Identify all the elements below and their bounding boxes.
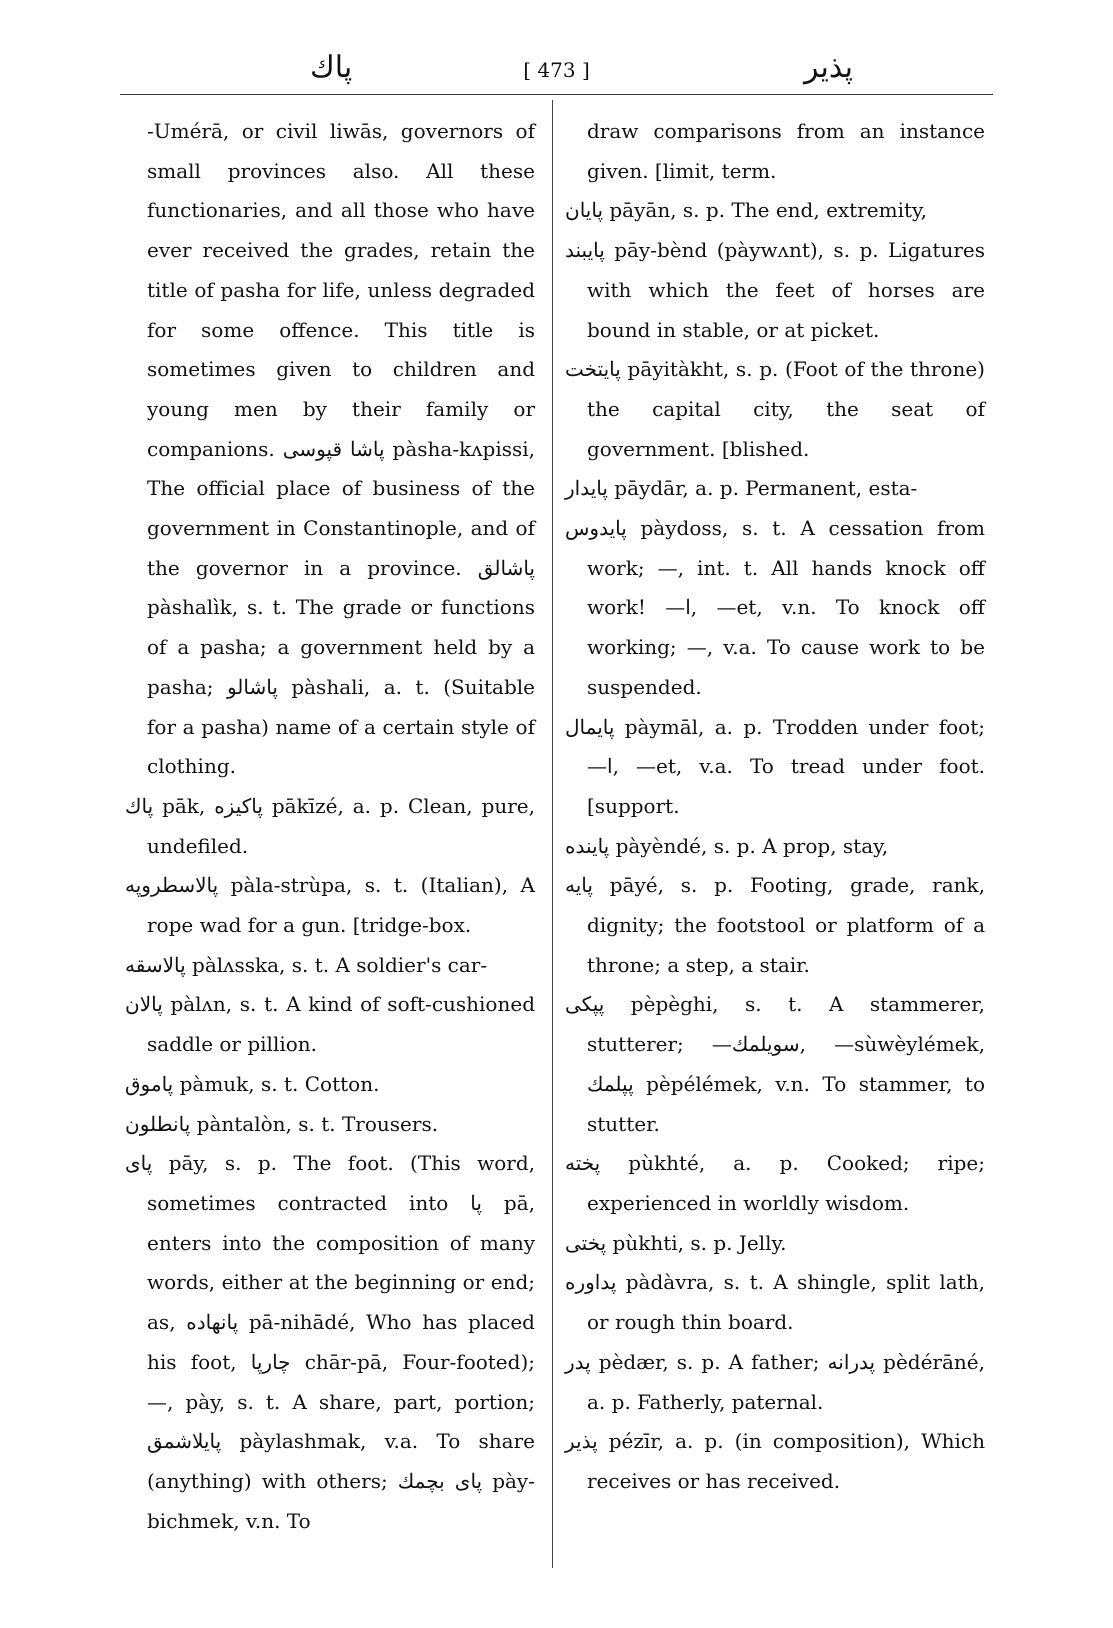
header-left-word: پاك <box>310 50 353 85</box>
page-number: [ 473 ] <box>523 58 590 82</box>
dictionary-entry: draw comparisons from an instance given. [limit, term. <box>587 119 985 183</box>
page-header <box>120 50 993 90</box>
dictionary-entry: پاینده pàyèndé, s. p. A prop, stay, <box>565 833 889 858</box>
dictionary-entry: پای pāy, s. p. The foot. (This word, sometimes contracted into پا pā, enters into the composition of many words, either at the beginning or end; as, پانهاده pā-nihādé, Who has placed his foot, چارپا chār-pā, Four-footed); —, pày, s. t. A share, part, portion; پایلاشمق pàylashmak, v.a. To share (anything) with others; پای بچمك pày-bichmek, v.n. To <box>125 1151 535 1533</box>
dictionary-entry: پالان pàlʌn, s. t. A kind of soft-cushioned saddle or pillion. <box>125 992 535 1057</box>
right-column <box>565 112 985 1502</box>
dictionary-entry: پایدار pāydār, a. p. Permanent, esta- <box>565 476 918 501</box>
dictionary-entry: پایه pāyé, s. p. Footing, grade, rank, dignity; the footstool or platform of a throne; a step, a stair. <box>565 873 985 977</box>
header-right-word: پذیر <box>804 50 853 85</box>
column-divider <box>552 100 553 1568</box>
dictionary-entry: پاك pāk, پاكیزه pākīzé, a. p. Clean, pure, undefiled. <box>125 793 536 858</box>
dictionary-entry: پپکی pèpèghi, s. t. A stammerer, stutterer; —سویلمك, —sùwèylémek, پپلمك pèpélémek, v.n. To stammer, to stutter. <box>565 992 985 1136</box>
dictionary-entry: پاموق pàmuk, s. t. Cotton. <box>125 1071 380 1096</box>
dictionary-entry: پالاسطروپه pàla-strùpa, s. t. (Italian), A rope wad for a gun. [tridge-box. <box>125 873 535 938</box>
dictionary-entry: پایتخت pāyitàkht, s. p. (Foot of the throne) the capital city, the seat of government. [blished. <box>565 357 985 461</box>
dictionary-entry: پایان pāyān, s. p. The end, extremity, <box>565 198 928 223</box>
dictionary-entry: پایبند pāy-bènd (pàywʌnt), s. p. Ligatures with which the feet of horses are bound in stable, or at picket. <box>565 238 985 342</box>
dictionary-entry: -Umérā, or civil liwās, governors of small provinces also. All these functionaries, and all those who have ever received the grades, retain the title of pasha for life, unless degraded for some offence. This title is sometimes given to children and young men by their family or companions. پاشا قپوسی pàsha-kʌpissi, The official place of business of the government in Constantinople, and of the governor in a province. پاشالق pàshalìk, s. t. The grade or functions of a pasha; a government held by a pasha; پاشالو pàshali, a. t. (Suitable for a pasha) name of a certain style of clothing. <box>147 119 536 779</box>
dictionary-entry: پذیر pézīr, a. p. (in composition), Which receives or has received. <box>565 1429 985 1493</box>
dictionary-entry: پایمال pàymāl, a. p. Trodden under foot; —ا, —et, v.a. To tread under foot. [support. <box>565 714 985 818</box>
dictionary-entry: پداوره pàdàvra, s. t. A shingle, split lath, or rough thin board. <box>565 1270 985 1335</box>
dictionary-entry: پالاسقه pàlʌsska, s. t. A soldier's car- <box>125 952 488 977</box>
dictionary-entry: پخته pùkhté, a. p. Cooked; ripe; experienced in worldly wisdom. <box>565 1151 985 1215</box>
dictionary-entry: پایدوس pàydoss, s. t. A cessation from work; —, int. t. All hands knock off work! —ا, —et, v.n. To knock off working; —, v.a. To cause work to be suspended. <box>565 516 985 699</box>
header-rule <box>120 94 993 95</box>
dictionary-entry: پختی pùkhti, s. p. Jelly. <box>565 1230 787 1255</box>
left-column <box>125 112 535 1541</box>
dictionary-entry: پدر pèdær, s. p. A father; پدرانه pèdérāné, a. p. Fatherly, paternal. <box>565 1349 985 1414</box>
dictionary-entry: پانطلون pàntalòn, s. t. Trousers. <box>125 1111 439 1136</box>
